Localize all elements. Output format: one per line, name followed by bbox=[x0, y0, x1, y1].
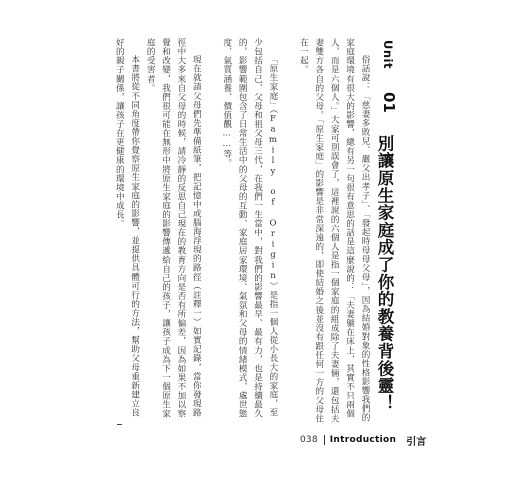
section-name-zh: 引言 bbox=[406, 436, 427, 448]
section-name-en: Introduction bbox=[329, 435, 397, 445]
footnote-rule bbox=[117, 424, 122, 425]
body-paragraph-3: 現在就請父母們先準備紙筆，把記憶中或腦海浮現的路徑（註釋一）如實記錄，當你發現路徑中大多來自父母的時候，請冷靜的反思自己現在的教育方向是否有所偏差，因為如果不加以察覺和改變，我們很可能在無形中將原生家庭的影響傳遞給自己的孩子，讓孩子成為下一個原生家庭的受害者。 bbox=[145, 38, 202, 419]
body-paragraph-2: 「原生家庭」（Family of Origin）是指一個人從小長大的家庭，至少包括自己、父母和祖父母三代，在我們一生當中，對我們的影響最早、最有力，也是持續最久的，影響範圍包含了日常生活中的父母的互動、家庭居家環境、氣氛和父母的情緒模式，處世態度、氣質涵養、價值觀……等。 bbox=[221, 38, 278, 419]
body-paragraph-4: 本書將從不同角度帶你覺察原生家庭的影響，並提供具體可行的方法，幫助父母重新建立良好的親子關係，讓孩子在更健康的環境中成長。 bbox=[114, 38, 140, 418]
chapter-heading: 別讓原生家庭成了你的教養背後靈！ bbox=[375, 134, 394, 412]
body-text bbox=[111, 38, 372, 423]
unit-label: Unit bbox=[381, 40, 395, 69]
unit-title bbox=[372, 40, 398, 412]
page-number: 038 bbox=[300, 435, 318, 445]
unit-number: 01 bbox=[380, 91, 398, 113]
page-footer bbox=[300, 432, 430, 448]
footer-divider bbox=[324, 435, 325, 445]
body-paragraph-1: 俗話說：「慈妻多敗兒、嚴父出孝子」、「發起時母母父母」，因為結婚對象的性格影響我們的家庭環境有很大的影響，總有另一句很有意思的話是這麼說的：「夫妻躺在床上，其實不只兩個人，而是六個人。」大家可別誤會了，這裡說的六個人是指一個家庭的組成除了夫妻倆，還包括夫妻雙方各自的父母。「原生家庭」的影響是非常深遠的，即使結婚之後並沒有跟任何一方的父母住在一起。 bbox=[298, 38, 370, 423]
